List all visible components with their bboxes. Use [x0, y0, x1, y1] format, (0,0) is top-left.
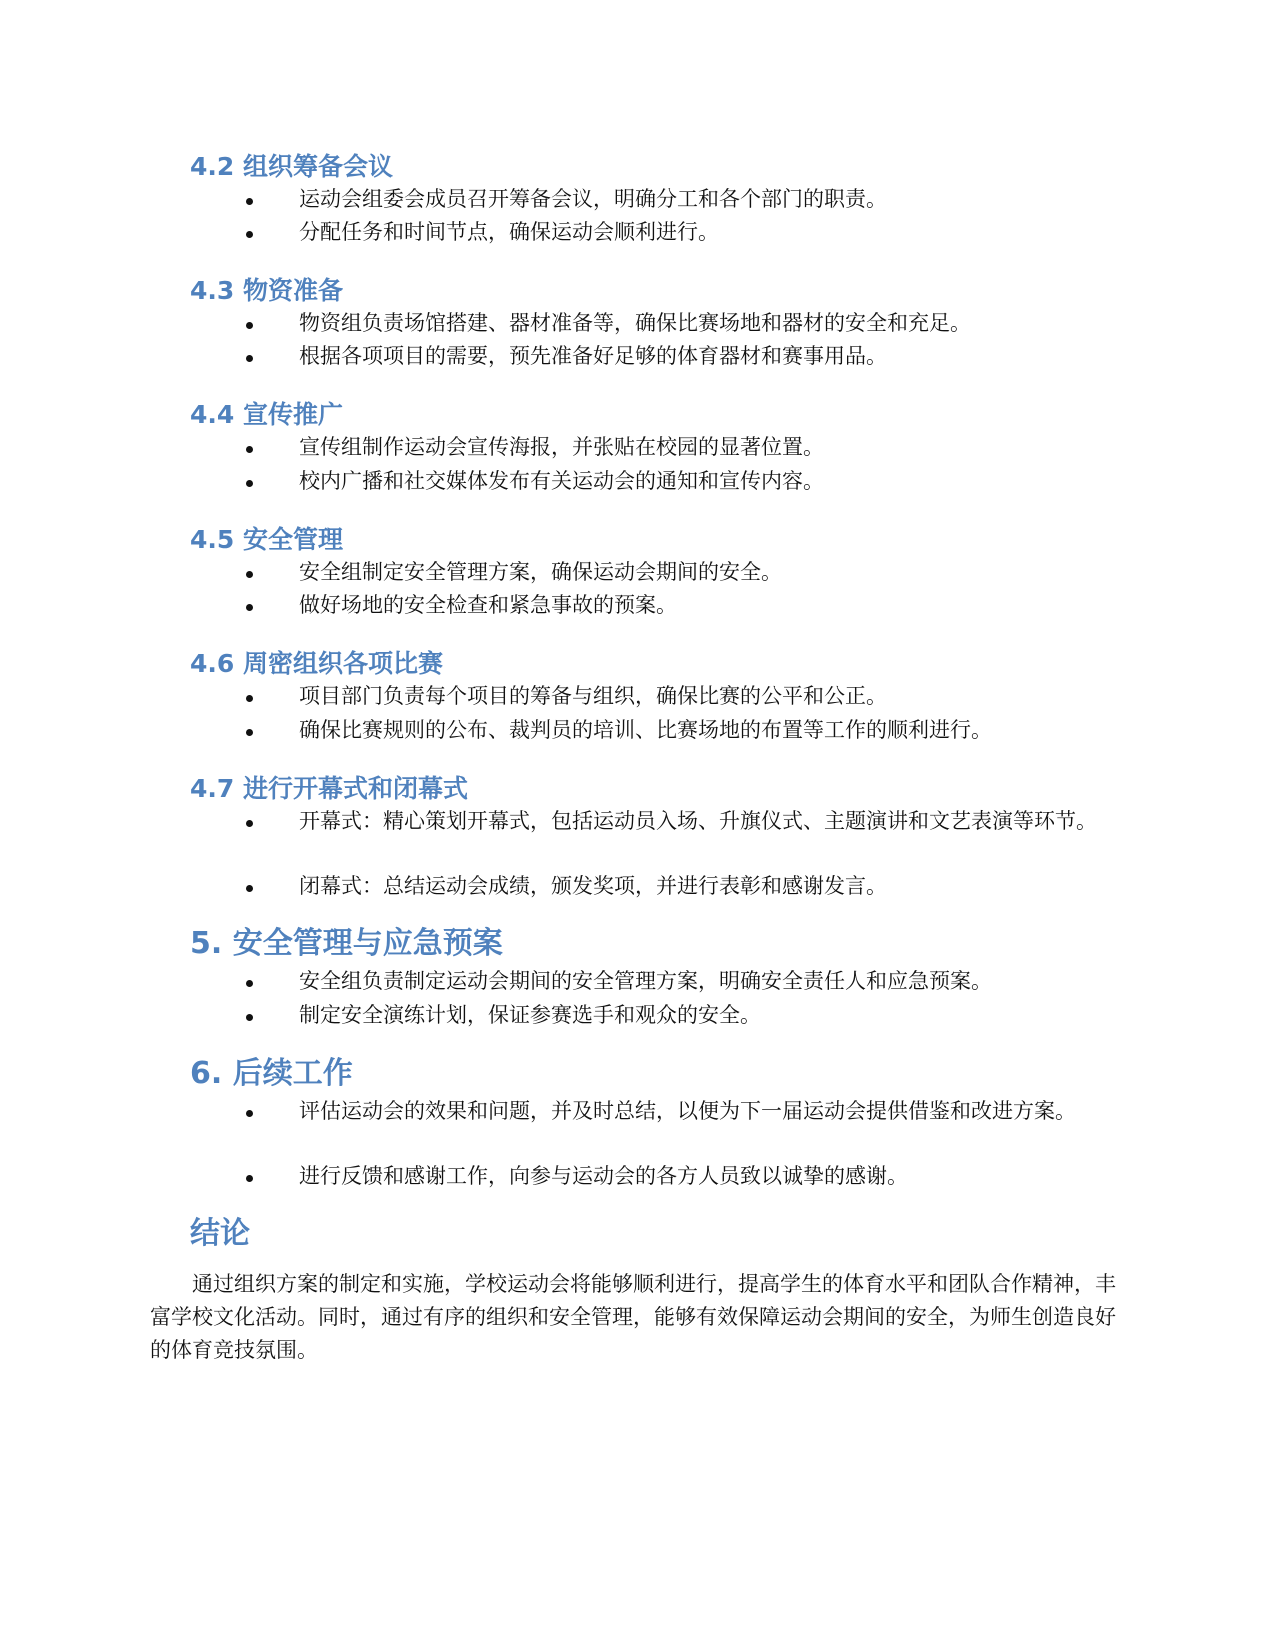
list-item: 校内广播和社交媒体发布有关运动会的通知和宣传内容。 — [199, 465, 1124, 498]
bullet-icon — [246, 446, 253, 453]
list-item: 闭幕式：总结运动会成绩，颁发奖项，并进行表彰和感谢发言。 — [199, 870, 1124, 903]
section-heading-4-3: 4.3 物资准备 — [190, 276, 343, 305]
list-item: 运动会组委会成员召开筹备会议，明确分工和各个部门的职责。 — [199, 183, 1124, 216]
bullet-icon — [246, 480, 253, 487]
bullet-icon — [246, 729, 253, 736]
bullet-icon — [246, 820, 253, 827]
bullet-icon — [246, 1175, 253, 1182]
section-heading-5: 5. 安全管理与应急预案 — [190, 926, 503, 961]
list-item: 安全组负责制定运动会期间的安全管理方案，明确安全责任人和应急预案。 — [199, 965, 1124, 998]
list-item: 分配任务和时间节点，确保运动会顺利进行。 — [199, 216, 1124, 249]
list-item: 确保比赛规则的公布、裁判员的培训、比赛场地的布置等工作的顺利进行。 — [199, 714, 1124, 747]
list-item: 评估运动会的效果和问题，并及时总结，以便为下一届运动会提供借鉴和改进方案。 — [199, 1095, 1124, 1128]
list-item: 安全组制定安全管理方案，确保运动会期间的安全。 — [199, 556, 1124, 589]
section-heading-4-5: 4.5 安全管理 — [190, 525, 343, 554]
section-heading-4-2: 4.2 组织筹备会议 — [190, 152, 393, 181]
list-item: 物资组负责场馆搭建、器材准备等，确保比赛场地和器材的安全和充足。 — [199, 307, 1124, 340]
bullet-icon — [246, 1110, 253, 1117]
bullet-icon — [246, 355, 253, 362]
bullet-icon — [246, 1014, 253, 1021]
bullet-icon — [246, 231, 253, 238]
list-item: 开幕式：精心策划开幕式，包括运动员入场、升旗仪式、主题演讲和文艺表演等环节。 — [199, 805, 1124, 838]
list-item: 宣传组制作运动会宣传海报，并张贴在校园的显著位置。 — [199, 431, 1124, 464]
bullet-icon — [246, 885, 253, 892]
section-heading-4-6: 4.6 周密组织各项比赛 — [190, 649, 443, 678]
bullet-icon — [246, 695, 253, 702]
section-heading-6: 6. 后续工作 — [190, 1056, 353, 1091]
bullet-icon — [246, 980, 253, 987]
bullet-icon — [246, 571, 253, 578]
bullet-icon — [246, 604, 253, 611]
bullet-icon — [246, 198, 253, 205]
list-item: 制定安全演练计划，保证参赛选手和观众的安全。 — [199, 999, 1124, 1032]
list-item: 根据各项项目的需要，预先准备好足够的体育器材和赛事用品。 — [199, 340, 1124, 373]
bullet-icon — [246, 322, 253, 329]
conclusion-heading: 结论 — [190, 1216, 250, 1251]
list-item: 做好场地的安全检查和紧急事故的预案。 — [199, 589, 1124, 622]
conclusion-paragraph: 通过组织方案的制定和实施，学校运动会将能够顺利进行，提高学生的体育水平和团队合作精神，丰富学校文化活动。同时，通过有序的组织和安全管理，能够有效保障运动会期间的安全，为师生创造良好的体育竞技氛围。 — [150, 1272, 1116, 1362]
section-heading-4-7: 4.7 进行开幕式和闭幕式 — [190, 774, 468, 803]
section-heading-4-4: 4.4 宣传推广 — [190, 400, 343, 429]
list-item: 进行反馈和感谢工作，向参与运动会的各方人员致以诚挚的感谢。 — [199, 1160, 1124, 1193]
list-item: 项目部门负责每个项目的筹备与组织，确保比赛的公平和公正。 — [199, 680, 1124, 713]
